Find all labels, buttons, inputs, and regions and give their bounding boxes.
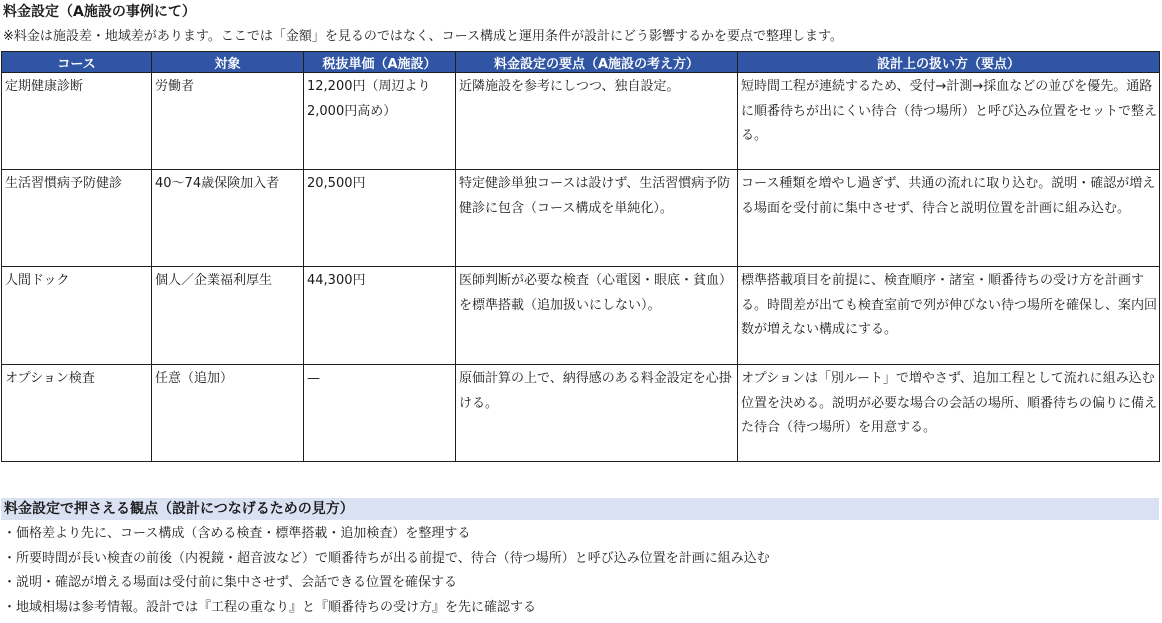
table-row [2,170,1160,267]
page-title: 料金設定（A施設の事例にて） [3,4,196,20]
cell-design: オプションは「別ルート」で増やさず、追加工程として流れに組み込む位置を決める。説明が必要な場合の会話の場所、順番待ちの偏りに備えた待合（待つ場所）を用意する。 [738,365,1160,462]
fee-table [1,51,1160,462]
cell-price: 12,200円（周辺より2,000円高め） [304,73,456,170]
cell-policy: 特定健診単独コースは設けず、生活習慣病予防健診に包含（コース構成を単純化）。 [456,170,738,267]
cell-course: 定期健康診断 [2,73,152,170]
cell-course: 生活習慣病予防健診 [2,170,152,267]
cell-design: 標準搭載項目を前提に、検査順序・諸室・順番待ちの受け方を計画する。時間差が出ても検査室前で列が伸びない待つ場所を確保し、案内回数が増えない構成にする。 [738,267,1160,365]
page-note: ※料金は施設差・地域差があります。ここでは「金額」を見るのではなく、コース構成と運用条件が設計にどう影響するかを要点で整理します。 [3,29,843,44]
header-target: 対象 [152,52,304,73]
cell-price: 20,500円 [304,170,456,267]
cell-target: 個人／企業福利厚生 [152,267,304,365]
table-header-row [2,52,1160,73]
list-item: ・地域相場は参考情報。設計では『工程の重なり』と『順番待ちの受け方』を先に確認する [3,599,537,615]
section-header [1,498,1159,520]
header-design: 設計上の扱い方（要点） [738,52,1160,73]
table-row [2,267,1160,365]
table-row [2,365,1160,462]
cell-target: 任意（追加） [152,365,304,462]
cell-target: 労働者 [152,73,304,170]
header-policy: 料金設定の要点（A施設の考え方） [456,52,738,73]
list-item: ・価格差より先に、コース構成（含める検査・標準搭載・追加検査）を整理する [3,526,471,541]
header-price: 税抜単価（A施設） [304,52,456,73]
point-list [3,524,770,622]
cell-course: オプション検査 [2,365,152,462]
list-item: ・説明・確認が増える場面は受付前に集中させず、会話できる位置を確保する [3,575,457,590]
cell-policy: 医師判断が必要な検査（心電図・眼底・貧血）を標準搭載（追加扱いにしない）。 [456,267,738,365]
cell-policy: 近隣施設を参考にしつつ、独自設定。 [456,73,738,170]
cell-price: 44,300円 [304,267,456,365]
cell-design: 短時間工程が連続するため、受付→計測→採血などの並びを優先。通路に順番待ちが出にくい待合（待つ場所）と呼び込み位置をセットで整える。 [738,73,1160,170]
cell-target: 40〜74歳保険加入者 [152,170,304,267]
list-item: ・所要時間が長い検査の前後（内視鏡・超音波など）で順番待ちが出る前提で、待合（待つ場所）と呼び込み位置を計画に組み込む [3,550,770,566]
cell-design: コース種類を増やし過ぎず、共通の流れに取り込む。説明・確認が増える場面を受付前に集中させず、待合と説明位置を計画に組み込む。 [738,170,1160,267]
cell-course: 人間ドック [2,267,152,365]
section-title: 料金設定で押さえる観点（設計につなげるための見方） [4,501,354,517]
cell-policy: 原価計算の上で、納得感のある料金設定を心掛ける。 [456,365,738,462]
cell-price: — [304,365,456,462]
header-course: コース [2,52,152,73]
table-row [2,73,1160,170]
